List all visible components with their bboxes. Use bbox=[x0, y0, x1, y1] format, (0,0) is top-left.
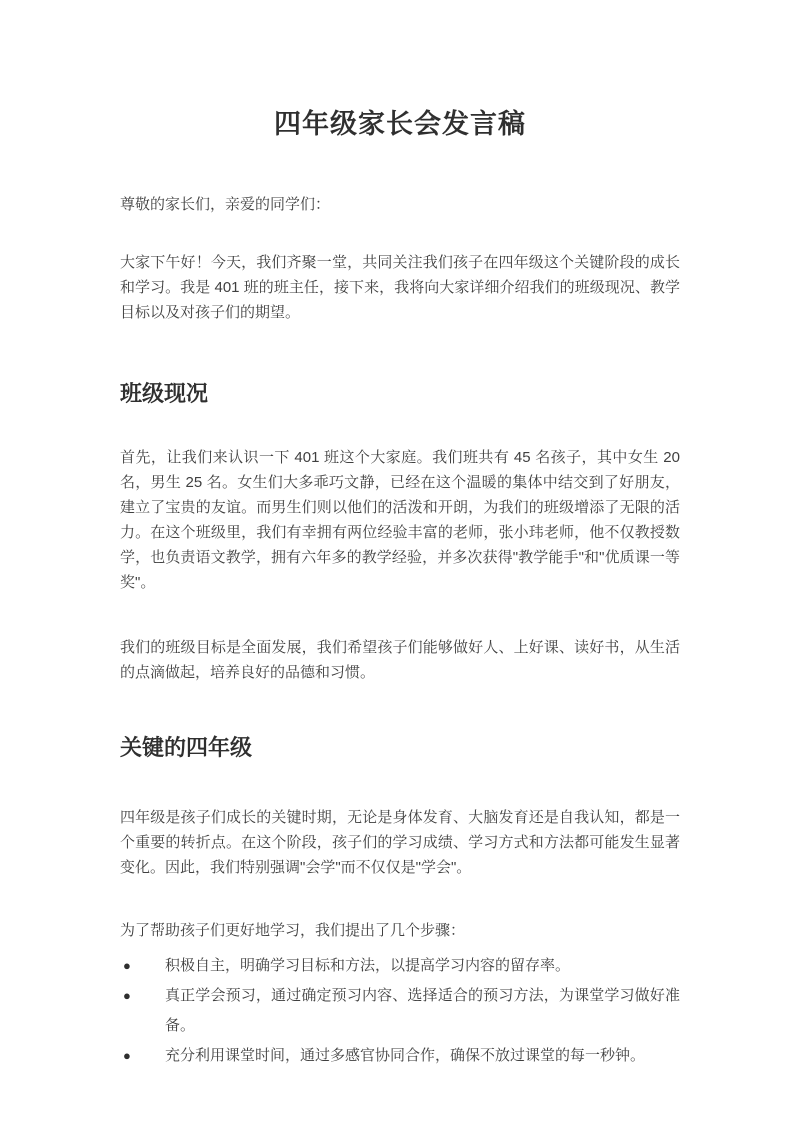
intro-paragraph: 大家下午好！今天，我们齐聚一堂，共同关注我们孩子在四年级这个关键阶段的成长和学习。我是 401 班的班主任，接下来，我将向大家详细介绍我们的班级现况、教学目标以及对孩子们的期望。 bbox=[120, 254, 680, 321]
document-title: 四年级家长会发言稿 bbox=[274, 109, 526, 139]
class-goal-paragraph: 我们的班级目标是全面发展，我们希望孩子们能够做好人、上好课、读好书，从生活的点滴做起，培养良好的品德和习惯。 bbox=[120, 639, 680, 681]
section-heading-class-overview: 班级现况 bbox=[120, 381, 209, 406]
list-item bbox=[120, 951, 680, 981]
steps-lead-paragraph: 为了帮助孩子们更好地学习，我们提出了几个步骤： bbox=[120, 922, 466, 939]
bullet-icon: ● bbox=[123, 1048, 131, 1063]
bullet-icon: ● bbox=[123, 988, 131, 1003]
bullet-icon: ● bbox=[123, 958, 131, 973]
list-item-text: 积极自主，明确学习目标和方法，以提高学习内容的留存率。 bbox=[165, 957, 571, 974]
list-item-text: 真正学会预习，通过确定预习内容、选择适合的预习方法，为课堂学习做好准备。 bbox=[165, 987, 680, 1034]
list-item-text: 充分利用课堂时间，通过多感官协同合作，确保不放过课堂的每一秒钟。 bbox=[165, 1047, 646, 1064]
key-grade-paragraph: 四年级是孩子们成长的关键时期，无论是身体发育、大脑发育还是自我认知，都是一个重要的转折点。在这个阶段，孩子们的学习成绩、学习方式和方法都可能发生显著变化。因此，我们特别强调"会学"而不仅仅是"学会"。 bbox=[120, 809, 680, 876]
list-item bbox=[120, 1041, 680, 1071]
greeting-line: 尊敬的家长们，亲爱的同学们： bbox=[120, 196, 331, 213]
section-heading-key-grade: 关键的四年级 bbox=[120, 735, 253, 760]
steps-list bbox=[120, 951, 680, 1071]
list-item bbox=[120, 981, 680, 1041]
class-overview-paragraph: 首先，让我们来认识一下 401 班这个大家庭。我们班共有 45 名孩子，其中女生 20 名，男生 25 名。女生们大多乖巧文静，已经在这个温暖的集体中结交到了好朋友，建立了宝贵的友谊。而男生们则以他们的活泼和开朗，为我们的班级增添了无限的活力。在这个班级里，我们有幸拥有两位经验丰富的老师，张小玮老师，他不仅教授数学，也负责语文教学，拥有六年多的教学经验，并多次获得"教学能手"和"优质课一等奖"。 bbox=[120, 449, 680, 591]
